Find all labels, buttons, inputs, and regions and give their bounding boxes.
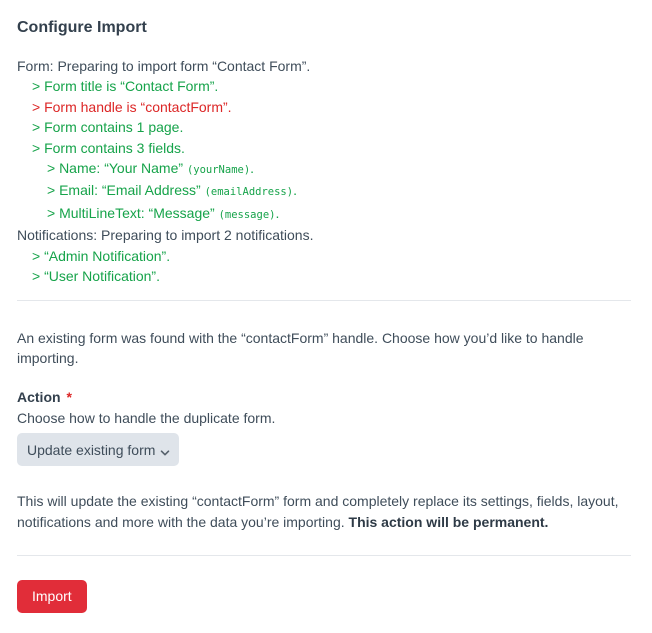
log-field-item [17, 180, 631, 202]
log-form-handle: > Form handle is “contactForm”. [32, 98, 232, 115]
action-warning [17, 491, 631, 533]
action-label [17, 387, 631, 407]
log-notifications-intro: Notifications: Preparing to import 2 notifications. [17, 227, 314, 244]
log-form-fields: > Form contains 3 fields. [32, 139, 185, 156]
log-form-pages: > Form contains 1 page. [32, 119, 184, 136]
log-field-handle: (yourName) [186, 164, 251, 177]
log-notification-item: > “User Notification”. [32, 268, 160, 285]
log-field-handle: (emailAddress) [204, 186, 294, 199]
log-field-item [17, 203, 631, 225]
chevron-down-icon [160, 445, 170, 455]
log-field-text: > Email: “Email Address” [47, 182, 201, 199]
log-field-item [17, 158, 631, 180]
divider [17, 300, 631, 301]
log-field-text: > Name: “Your Name” [47, 160, 184, 177]
warning-text: This will update the existing “contactForm” form and completely replace its settings, fields, layout, notifications and more with the data you’re importing. [17, 493, 619, 531]
required-mark: * [66, 389, 72, 406]
warning-emphasis: This action will be permanent. [348, 514, 549, 531]
import-button[interactable]: Import [17, 580, 87, 613]
action-field [17, 387, 631, 466]
action-instructions: Choose how to handle the duplicate form. [17, 410, 276, 427]
log-field-end: . [250, 160, 255, 177]
action-select[interactable] [17, 433, 179, 466]
log-field-handle: (message) [218, 208, 276, 221]
page-title: Configure Import [17, 19, 147, 36]
log-field-end: . [293, 182, 297, 199]
log-form-intro: Form: Preparing to import form “Contact Form”. [17, 58, 311, 74]
action-select-value: Update existing form [27, 441, 156, 458]
log-field-end: . [275, 204, 280, 221]
log-form-title: > Form title is “Contact Form”. [32, 78, 219, 95]
import-log [17, 56, 631, 286]
log-field-text: > MultiLineText: “Message” [47, 204, 215, 221]
log-notification-item: > “Admin Notification”. [32, 247, 171, 264]
action-label-text: Action [17, 389, 61, 406]
duplicate-notice: An existing form was found with the “contactForm” handle. Choose how you’d like to handle importing. [17, 330, 584, 367]
divider [17, 555, 631, 556]
